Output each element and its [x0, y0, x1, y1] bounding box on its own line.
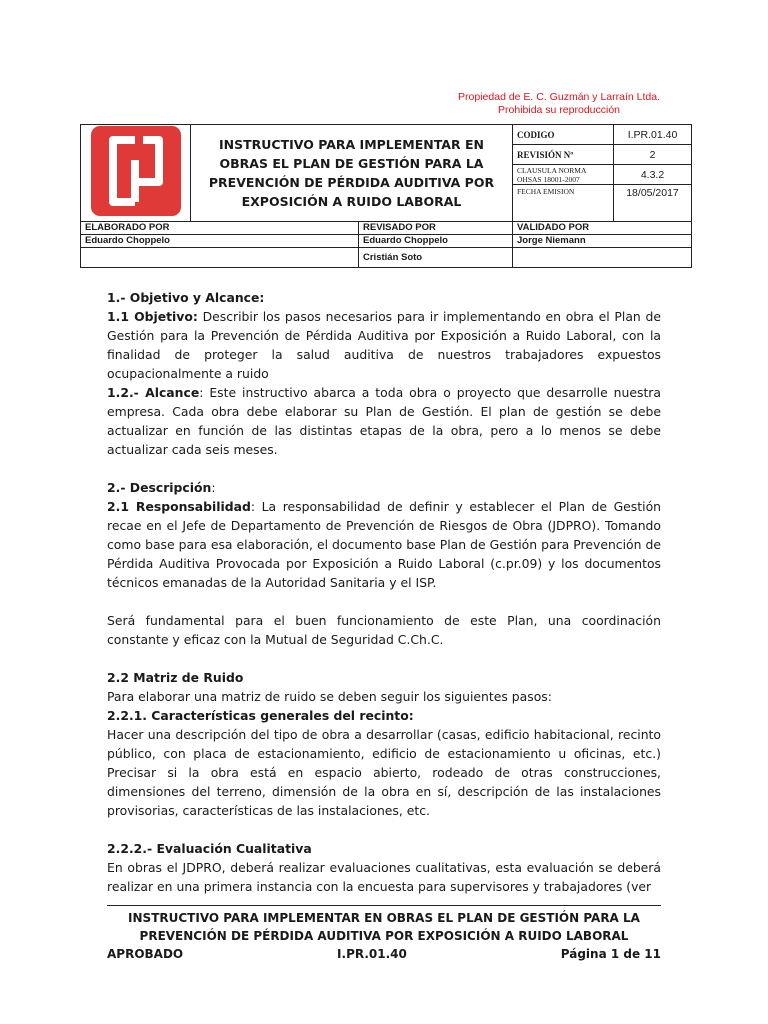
- document-header-table: [80, 124, 692, 268]
- section-2-heading: [107, 478, 661, 497]
- section-2-1-paragraph-2: Será fundamental para el buen funcionamiento de este Plan, una coordinación constante y eficaz con la Mutual de Seguridad C.Ch.C.: [107, 613, 661, 647]
- section-1-1-text: Describir los pasos necesarios para ir implementando en obra el Plan de Gestión para la Prevención de Pérdida Auditiva por Exposición a Ruido Laboral, con la finalidad de proteger la salud auditiva de nuestros trabajadores expuestos ocupacionalmente a ruido: [107, 309, 661, 381]
- meta-label-date: FECHA EMISION: [513, 185, 614, 222]
- company-logo-icon: [91, 126, 181, 216]
- section-2-1-text: : La responsabilidad de definir y establecer el Plan de Gestión recae en el Jefe de Departamento de Prevención de Riesgos de Obra (JDPRO). Tomando como base para esa elaboración, el documento base Plan de Gestión para Prevención de Pérdida Auditiva Provocada por Exposición a Ruido Laboral (c.pr.09) y los documentos técnicos emanadas de la Autoridad Sanitaria y el ISP.: [107, 499, 661, 590]
- section-2-2-1-text: Hacer una descripción del tipo de obra a desarrollar (casas, edificio habitacional, recinto público, con placa de estacionamiento, edificio de estacionamiento u oficinas, etc.) Precisar si la obra está en espacio abierto, rodeado de otras construcciones, dimensiones del terreno, dimensión de la obra en sí, descripción de las instalaciones provisorias, características de las instalaciones, etc.: [107, 727, 661, 818]
- clause-standard: OHSAS 18001-2007: [517, 174, 580, 184]
- document-body: [107, 288, 661, 896]
- document-title: INSTRUCTIVO PARA IMPLEMENTAR EN OBRAS EL PLAN DE GESTIÓN PARA LA PREVENCIÓN DE PÉRDIDA AUDITIVA POR EXPOSICIÓN A RUIDO LABORAL: [191, 125, 513, 222]
- footer-code: I.PR.01.40: [337, 947, 407, 961]
- meta-label-clause: [513, 165, 614, 185]
- footer-page-number: Página 1 de 11: [560, 947, 661, 961]
- section-1-heading: 1.- Objetivo y Alcance:: [107, 290, 265, 305]
- signature-revisado-name: Eduardo Choppelo: [359, 235, 513, 248]
- section-2-heading-text: 2.- Descripción: [107, 480, 212, 495]
- section-2-2-heading: 2.2 Matriz de Ruido: [107, 670, 244, 685]
- section-1-2-label: 1.2.- Alcance: [107, 385, 200, 400]
- section-1-2-paragraph: [107, 383, 661, 459]
- property-notice: [458, 91, 660, 117]
- section-2-2-2-text: En obras el JDPRO, deberá realizar evaluaciones cualitativas, esta evaluación se deberá realizar en una primera instancia con la encuesta para supervisores y trabajadores (ver: [107, 860, 661, 894]
- section-2-1-paragraph: [107, 497, 661, 592]
- section-2-2-2-heading: 2.2.2.- Evaluación Cualitativa: [107, 841, 312, 856]
- signature-validado-name-2: [513, 248, 692, 268]
- section-1-1-paragraph: [107, 307, 661, 383]
- signature-elaborado-name: Eduardo Choppelo: [81, 235, 359, 248]
- meta-value-date: 18/05/2017: [614, 185, 692, 222]
- signature-header-validado: VALIDADO POR: [513, 222, 692, 235]
- meta-value-revision: 2: [614, 145, 692, 165]
- reproduction-notice: Prohibida su reproducción: [498, 104, 621, 116]
- page-footer: [107, 905, 661, 963]
- logo-cell: [81, 125, 191, 222]
- footer-row: [107, 945, 661, 963]
- section-2-heading-colon: :: [211, 480, 216, 495]
- signature-revisado-name-2: Cristián Soto: [359, 248, 513, 268]
- signature-header-revisado: REVISADO POR: [359, 222, 513, 235]
- footer-title: INSTRUCTIVO PARA IMPLEMENTAR EN OBRAS EL PLAN DE GESTIÓN PARA LA PREVENCIÓN DE PÉRDIDA AUDITIVA POR EXPOSICIÓN A RUIDO LABORAL: [128, 911, 640, 943]
- section-1-1-label: 1.1 Objetivo:: [107, 309, 198, 324]
- signature-validado-name: Jorge Niemann: [513, 235, 692, 248]
- section-1-2-text: : Este instructivo abarca a toda obra o proyecto que desarrolle nuestra empresa. Cada obra debe elaborar su Plan de Gestión. El plan de gestión se debe actualizar en función de las distintas etapas de la obra, pero a lo menos se debe actualizar cada seis meses.: [107, 385, 661, 457]
- section-2-2-intro: Para elaborar una matriz de ruido se deben seguir los siguientes pasos:: [107, 689, 552, 704]
- signature-header-elaborado: ELABORADO POR: [81, 222, 359, 235]
- signature-elaborado-name-2: [81, 248, 359, 268]
- clause-label: CLAUSULA NORMA: [517, 165, 587, 175]
- property-line: Propiedad de E. C. Guzmán y Larraín Ltda.: [458, 91, 660, 103]
- meta-label-revision: REVISIÓN Nº: [513, 145, 614, 165]
- section-2-2-1-heading: 2.2.1. Características generales del recinto:: [107, 708, 414, 723]
- meta-value-code: I.PR.01.40: [614, 125, 692, 145]
- meta-value-clause: 4.3.2: [614, 165, 692, 185]
- section-2-1-label: 2.1 Responsabilidad: [107, 499, 251, 514]
- footer-status: APROBADO: [107, 947, 184, 961]
- meta-label-code: CODIGO: [513, 125, 614, 145]
